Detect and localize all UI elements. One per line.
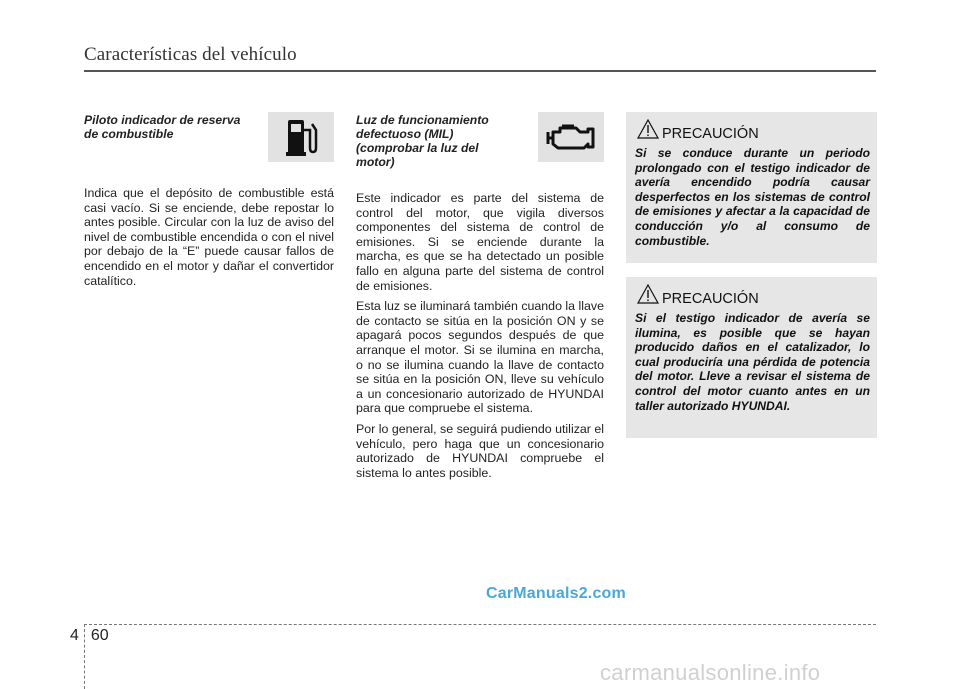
title-divider bbox=[84, 70, 876, 72]
mil-paragraph-2: Esta luz se iluminará también cuando la llave de contacto se sitúa en la posición ON y se apagará pocos segundos después de que arranque el motor. Si se ilumina en marcha, o no se ilumina cuando la llave de contacto se sitúa en la posición ON, lleve su vehículo a un concesionario autorizado de HYUNDAI para que compruebe el sistema. bbox=[356, 299, 604, 416]
mil-heading bbox=[356, 113, 536, 169]
watermark-link[interactable]: CarManuals2.com bbox=[486, 585, 626, 602]
fuel-paragraph: Indica que el depósito de combustible está casi vacío. Si se enciende, debe repostar lo antes posible. Circular con la luz de aviso del nivel de combustible encendida o con el nivel por debajo de la “E” puede causar fallos de encendido en el motor y dañar el convertidor catalítico. bbox=[84, 186, 334, 288]
warning-triangle-icon bbox=[637, 284, 659, 304]
engine-check-icon bbox=[538, 112, 604, 162]
fuel-icon-box bbox=[268, 112, 334, 162]
fuel-pump-icon bbox=[268, 112, 334, 162]
mil-body bbox=[356, 191, 604, 486]
mil-heading-line3: (comprobar la luz del bbox=[356, 141, 479, 155]
footer-site-link[interactable]: carmanualsonline.info bbox=[600, 660, 821, 685]
fuel-body bbox=[84, 186, 334, 294]
page-number bbox=[70, 627, 109, 645]
caution-text: Si se conduce durante un periodo prolongado con el testigo indicador de avería encendido podría causar desperfectos en los sistemas de control de emisiones y afectar a la capacidad de conducción y/o al consumo de combustible. bbox=[635, 146, 870, 248]
mil-heading-line2: defectuoso (MIL) bbox=[356, 127, 454, 141]
caution-box-2 bbox=[626, 277, 877, 438]
caution-title: PRECAUCIÓN bbox=[662, 126, 759, 142]
fuel-heading-line1: Piloto indicador de reserva bbox=[84, 113, 241, 127]
mil-paragraph-1: Este indicador es parte del sistema de control del motor, que vigila diversos componentes del sistema de control de emisiones. Si se enciende durante la marcha, es que se ha detectado un posible fallo en alguna parte del sistema de control de emisiones. bbox=[356, 191, 604, 293]
mil-icon-box bbox=[538, 112, 604, 162]
page-title: Características del vehículo bbox=[84, 44, 297, 65]
fuel-heading bbox=[84, 113, 264, 141]
caution-title: PRECAUCIÓN bbox=[662, 291, 759, 307]
mil-heading-line4: motor) bbox=[356, 155, 395, 169]
mil-heading-line1: Luz de funcionamiento bbox=[356, 113, 489, 127]
fuel-heading-line2: de combustible bbox=[84, 127, 174, 141]
warning-triangle-icon bbox=[637, 119, 659, 139]
mil-paragraph-3: Por lo general, se seguirá pudiendo utilizar el vehículo, pero haga que un concesionario autorizado de HYUNDAI compruebe el sistema lo antes posible. bbox=[356, 421, 604, 480]
section-number: 4 bbox=[70, 627, 79, 644]
page-number-value: 60 bbox=[90, 627, 109, 644]
caution-box-1 bbox=[626, 112, 877, 263]
footer-divider bbox=[84, 624, 876, 625]
caution-text: Si el testigo indicador de avería se ilumina, es posible que se hayan producido daños en el catalizador, lo cual produciría una pérdida de potencia del motor. Lleve a revisar el sistema de control del motor cuanto antes en un taller autorizado HYUNDAI. bbox=[635, 311, 870, 413]
